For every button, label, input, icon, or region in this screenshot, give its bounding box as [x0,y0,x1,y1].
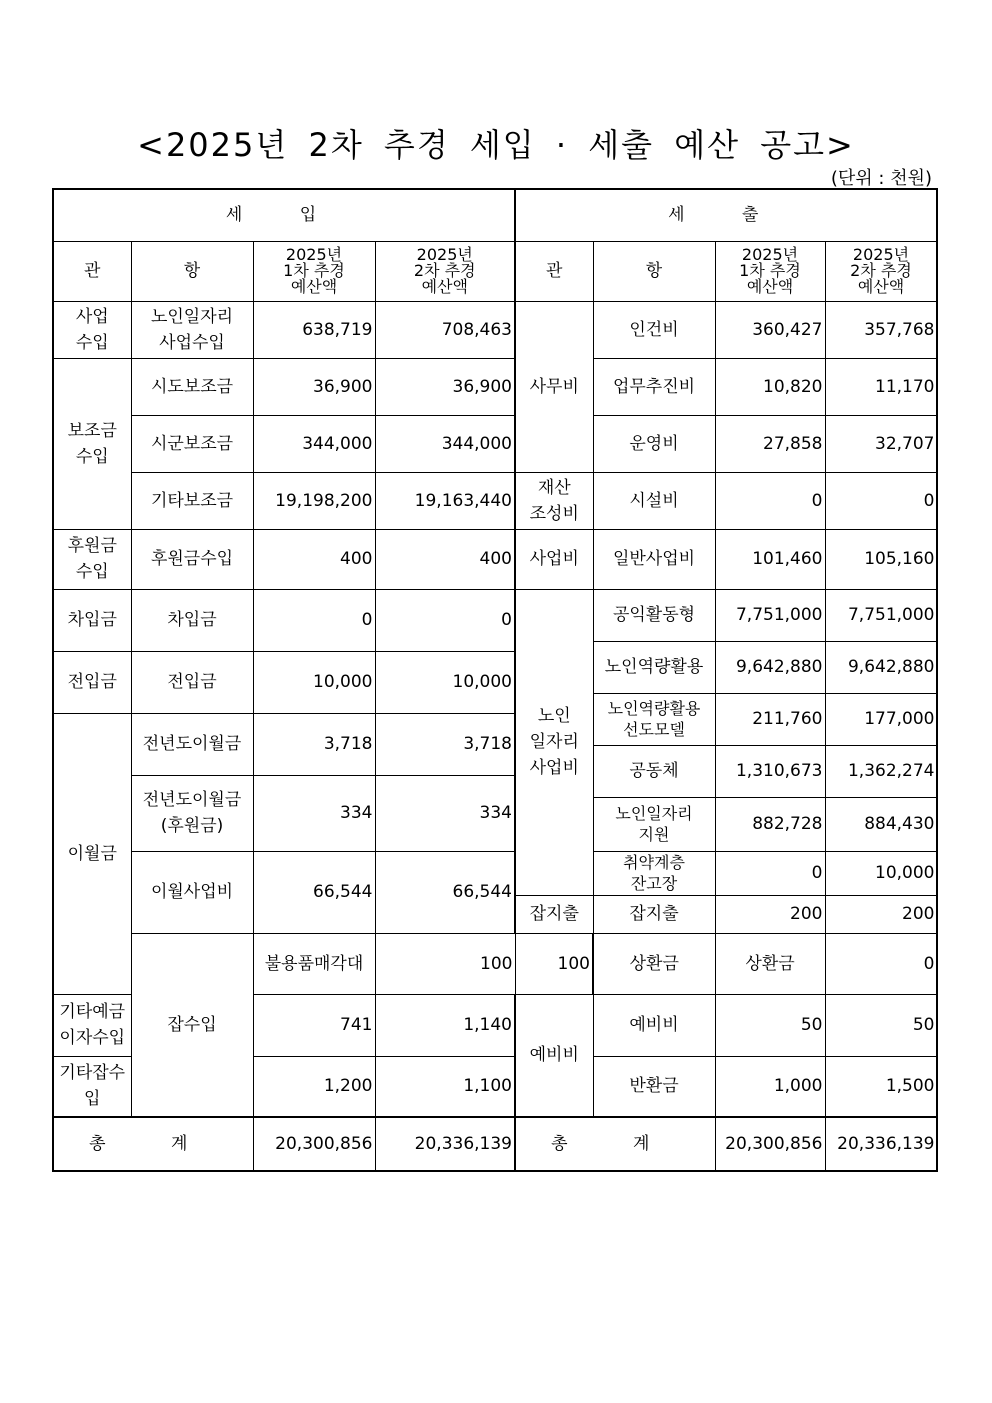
revenue-gwan-transfer: 전입금 [53,651,131,713]
revenue-first: 1,200 [253,1056,375,1117]
expense-first: 10,820 [715,358,825,415]
revenue-first-header: 2025년 1차 추경 예산액 [253,241,375,301]
revenue-hang: 차입금 [131,589,253,651]
revenue-gwan-business: 사업 수입 [53,301,131,358]
expense-first: 1,310,673 [715,745,825,797]
expense-hang: 노인일자리 지원 [593,797,715,851]
expense-hang: 시설비 [593,472,715,529]
revenue-first: 10,000 [253,651,375,713]
revenue-gwan-misc: 잡수입 [131,933,253,1117]
revenue-header: 세 입 [53,189,515,241]
table-row [53,529,937,589]
revenue-second: 1,100 [375,1056,515,1117]
expense-first: 200 [715,895,825,933]
expense-gwan-property: 재산 조성비 [515,472,593,529]
table-row [53,933,937,994]
expense-hang: 잡지출 [593,895,715,933]
expense-gwan-header: 관 [515,241,593,301]
revenue-hang: 기타예금 이자수입 [53,994,131,1056]
revenue-first: 36,900 [253,358,375,415]
revenue-hang: 시군보조금 [131,415,253,472]
revenue-second: 0 [375,589,515,651]
expense-hang: 취약계층 잔고장 [593,851,715,895]
expense-first: 0 [715,472,825,529]
revenue-hang: 시도보조금 [131,358,253,415]
revenue-second: 334 [375,775,515,851]
expense-first: 50 [715,994,825,1056]
revenue-first: 0 [253,589,375,651]
revenue-second-header: 2025년 2차 추경 예산액 [375,241,515,301]
revenue-first: 3,718 [253,713,375,775]
revenue-second: 1,140 [375,994,515,1056]
expense-second: 0 [825,472,937,529]
expense-first: 360,427 [715,301,825,358]
expense-first: 0 [825,933,937,994]
expense-second: 105,160 [825,529,937,589]
budget-table [52,188,938,1172]
expense-gwan-senior-jobs: 노인 일자리 사업비 [515,589,593,895]
expense-gwan-office: 사무비 [515,301,593,472]
expense-hang: 공동체 [593,745,715,797]
revenue-gwan-subsidy: 보조금 수입 [53,358,131,529]
expense-hang: 노인역량활용 [593,641,715,693]
column-header-row [53,241,937,301]
expense-hang: 일반사업비 [593,529,715,589]
table-row [53,415,937,472]
expense-hang: 운영비 [593,415,715,472]
expense-total-second: 20,336,139 [825,1117,937,1171]
revenue-second: 100 [515,933,593,994]
expense-first-header: 2025년 1차 추경 예산액 [715,241,825,301]
revenue-second: 708,463 [375,301,515,358]
revenue-second: 66,544 [375,851,515,933]
expense-second: 177,000 [825,693,937,745]
expense-first: 1,000 [715,1056,825,1117]
revenue-gwan-header: 관 [53,241,131,301]
expense-first: 211,760 [715,693,825,745]
expense-hang-header: 항 [593,241,715,301]
revenue-total-first: 20,300,856 [253,1117,375,1171]
expense-header: 세 출 [515,189,937,241]
expense-hang: 상환금 [715,933,825,994]
expense-total-label: 총 계 [515,1117,715,1171]
table-row [53,851,937,895]
revenue-total-label: 총 계 [53,1117,253,1171]
expense-hang: 업무추진비 [593,358,715,415]
expense-hang: 예비비 [593,994,715,1056]
revenue-first: 66,544 [253,851,375,933]
table-row [53,589,937,641]
expense-second: 10,000 [825,851,937,895]
revenue-first: 19,198,200 [253,472,375,529]
revenue-second: 400 [375,529,515,589]
revenue-hang: 이월사업비 [131,851,253,933]
revenue-gwan-donation: 후원금 수입 [53,529,131,589]
revenue-hang: 전년도이월금 [131,713,253,775]
expense-gwan-project: 사업비 [515,529,593,589]
expense-first: 0 [715,851,825,895]
table-row [53,358,937,415]
expense-second: 1,362,274 [825,745,937,797]
expense-gwan-reserve: 예비비 [515,994,593,1117]
revenue-gwan-loan: 차입금 [53,589,131,651]
expense-first: 101,460 [715,529,825,589]
expense-second: 200 [825,895,937,933]
revenue-hang: 전입금 [131,651,253,713]
revenue-second: 3,718 [375,713,515,775]
expense-hang: 공익활동형 [593,589,715,641]
revenue-first: 334 [253,775,375,851]
expense-second-header: 2025년 2차 추경 예산액 [825,241,937,301]
expense-second: 884,430 [825,797,937,851]
expense-second: 7,751,000 [825,589,937,641]
revenue-first: 344,000 [253,415,375,472]
expense-hang: 반환금 [593,1056,715,1117]
revenue-gwan-carryover: 이월금 [53,713,131,994]
total-row [53,1117,937,1171]
revenue-first: 400 [253,529,375,589]
expense-second: 32,707 [825,415,937,472]
page-title: <2025년 2차 추경 세입 · 세출 예산 공고> [137,126,855,164]
expense-gwan-misc: 잡지출 [515,895,593,933]
expense-second: 1,500 [825,1056,937,1117]
table-row [53,472,937,529]
expense-gwan-repayment: 상환금 [593,933,715,994]
expense-hang: 인건비 [593,301,715,358]
revenue-first: 638,719 [253,301,375,358]
expense-first: 9,642,880 [715,641,825,693]
table-row [53,301,937,358]
expense-first: 882,728 [715,797,825,851]
revenue-hang: 기타잡수입 [53,1056,131,1117]
expense-second: 50 [825,994,937,1056]
revenue-hang: 노인일자리 사업수입 [131,301,253,358]
revenue-second: 10,000 [375,651,515,713]
revenue-hang: 기타보조금 [131,472,253,529]
expense-second: 11,170 [825,358,937,415]
revenue-hang: 후원금수입 [131,529,253,589]
revenue-second: 344,000 [375,415,515,472]
expense-first: 7,751,000 [715,589,825,641]
revenue-second: 36,900 [375,358,515,415]
revenue-hang: 전년도이월금 (후원금) [131,775,253,851]
expense-second: 357,768 [825,301,937,358]
revenue-second: 19,163,440 [375,472,515,529]
expense-second: 9,642,880 [825,641,937,693]
revenue-total-second: 20,336,139 [375,1117,515,1171]
revenue-hang: 불용품매각대 [253,933,375,994]
revenue-hang-header: 항 [131,241,253,301]
expense-first: 27,858 [715,415,825,472]
revenue-first: 741 [253,994,375,1056]
unit-note: (단위 : 천원) [830,168,932,189]
expense-total-first: 20,300,856 [715,1117,825,1171]
revenue-first: 100 [375,933,515,994]
section-header-row [53,189,937,241]
expense-hang: 노인역량활용 선도모델 [593,693,715,745]
